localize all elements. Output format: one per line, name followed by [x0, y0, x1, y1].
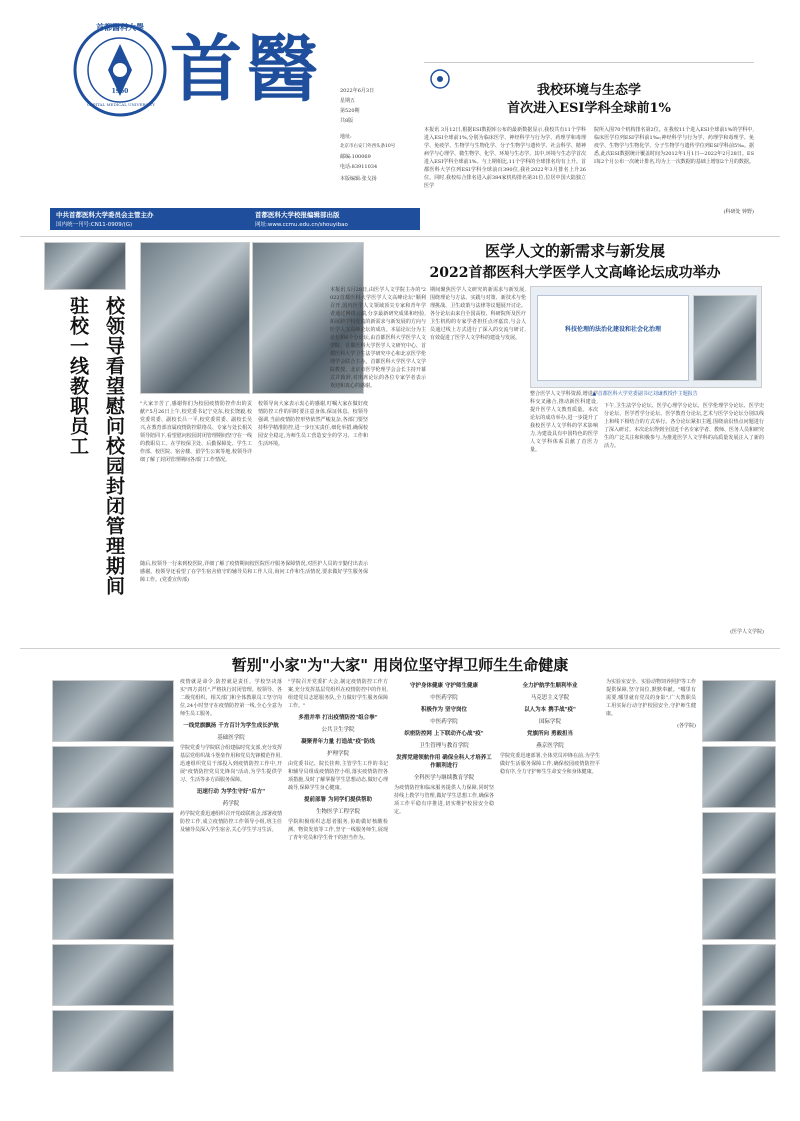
issue-pages: 共8版: [340, 118, 354, 124]
humanities-caption: ▲ 首都医科大学党委副书记刘谦教授作主题报告: [592, 391, 698, 397]
banner-left-2: 国内统一刊号:CN11-0909/(G): [56, 222, 133, 228]
subhead-6: 守护身体健康 守护师生健康: [410, 683, 478, 689]
phone: 电话:83911034: [340, 164, 378, 170]
photo-strip-left: [52, 1010, 174, 1072]
esi-col1: 本报讯 3月12日,根据ESI数据库公布的最新数据显示,我校共有11个学科进入ESI全球前1%,分别为临床医学、神经科学与行为学、药理学和毒理学、免疫学、生物学与生物化学、分子生物学与遗传学、社会科学、精神病学与心理学、微生物学、化学、环境与生态学。其中,环境与生态学首次进入ESI学科全球前1%。与上期相比,11个学科的全球排名均有上升。首都医科大学位列ESI学科全球前百390位,我社2022年3月排名上升26位。同时,我校综合排名进入前384家机构排名第31位,位居中国大陆独立医学: [424, 127, 586, 189]
humanities-col4: 下午,卫生法学分论坛、医学心理学分论坛、医学伦理学分论坛、医学史分论坛、医学哲学分论坛、医学教育分论坛,艺术与医学分论坛分别以线上和线下相结合的方式举行。各分论坛紧扣主题,围绕前沿热点问题进行了深入研讨。本次论坛得到全国近千名专家学者、教师、医务人员和研究生的广泛关注和积极参与,为推进医学人文学科的高质量发展注入了新的活力。: [604, 403, 764, 449]
founded-year: 1960: [111, 88, 129, 95]
photo-strip-right: [702, 746, 776, 808]
address-label: 地址:: [340, 134, 352, 140]
section2-intro: 疫情就是命令,防控就是责任。学校坚决落实"四方责任",严格执行封闭管理。校领导、各二级党组织、相关部门和全体教职员工坚守岗位,24小时坚守在疫情防控第一线,全心全意为师生员工服务。: [180, 679, 282, 717]
issue-date: 2022年6月3日: [340, 88, 375, 94]
photo-forum-screen: [530, 286, 762, 388]
subhead-12-dept: 燕京医学院: [536, 743, 564, 749]
editor: 本版编辑:张戈扬: [340, 176, 377, 182]
photo-strip-left: [52, 746, 174, 808]
photo-strip-left: [52, 944, 174, 1006]
section2-col-e: [606, 678, 696, 1098]
esi-article: [424, 62, 754, 222]
school-name-en: CAPITAL MEDICAL UNIVERSITY: [86, 102, 156, 107]
section2-col6: 为实验室安全、实验动物饲养照护等工作提供保障,坚守岗位,默默奉献。"哪里有需要,哪里就有党员的身影",广大教职员工用实际行动守护校园安全,守护师生健康。: [606, 679, 696, 717]
photo-strip-right: [702, 878, 776, 940]
subhead-9: 发挥党建领航作用 确保全科人才培养工作顺利进行: [396, 755, 492, 769]
subhead-5-dept: 生物医学工程学院: [315, 809, 360, 815]
section2-col-c: [394, 678, 494, 1098]
subhead-11: 以人为本 携手战"疫": [524, 707, 576, 713]
subhead-6-dept: 中医药学院: [430, 695, 458, 701]
campus-col2: 校领导向大家表示衷心的感谢,叮嘱大家在做好疫情防控工作的同时要注意身体,保证休息。校领导强调,当前疫情防控形势依然严峻复杂,各部门要坚持科学精准防控,进一步压实责任,细化举措,确保校园安全稳定,为师生员工营造安全的学习、工作和生活环境。: [258, 401, 368, 447]
banner-right-1: 首都医科大学校报编辑部出版: [255, 211, 340, 219]
divider: [20, 236, 780, 237]
campus-headline: 校领导看望慰问校园封闭管理期间驻校一线教职员工: [67, 296, 125, 596]
photo-leaders-visit: [44, 242, 126, 290]
section2-col5: 学院党委迅速部署,全体党员冲锋在前,为学生做好生活服务保障工作,确保校园疫情防控平稳有序,全力守护师生生命安全和身体健康。: [500, 753, 600, 775]
photo-strip-left: [52, 680, 174, 742]
subhead-12: 党旗所向 勇毅担当: [527, 731, 573, 737]
photo-strip-right: [702, 944, 776, 1006]
photo-strip-left: [52, 812, 174, 874]
slide-inset: [537, 295, 689, 381]
address: 北京市右安门外西头条10号: [340, 144, 396, 149]
humanities-col3: 整合医学人文学科资源,增进学科交叉融合,推动新医科建设,提升医学人文教育质量。本次论坛的成功举办,进一步提升了我校医学人文学科的学术影响力,为建设具有中国特色的医学人文学科体系贡献了首医力量。: [530, 391, 598, 453]
subhead-2-dept: 药学院: [222, 801, 240, 807]
section2-col-b: [288, 678, 388, 1098]
subhead-8-dept: 卫生管理与教育学院: [419, 743, 469, 749]
section2-col3: 学院积极组织志愿者服务,协助做好核酸检测、物资发放等工作,坚守一线服务师生,展现了青年党员和学生骨干的担当作为。: [288, 819, 388, 841]
subhead-4: 凝聚青年力量 打造战"疫"防线: [301, 739, 375, 745]
subhead-10: 全力护航学生顺利毕业: [522, 683, 578, 689]
humanities-sign: (医学人文学院): [730, 629, 764, 635]
humanities-col2: 期间聚焦医学人文研究的新需求与新发展,围绕理论与方法、实践与对策、新技术与伦理挑战、卫生政策与法律等议题展开讨论。各分论坛由来自全国高校、科研院所及医疗卫生机构的专家学者担任点评嘉宾,与会人员通过线上方式进行了深入的交流与研讨,有效促进了医学人文学科的建设与发展。: [430, 287, 526, 341]
masthead-title: 首醫: [170, 26, 323, 111]
section2-col2b: 由党委书记、院长挂帅,主管学生工作的书记和辅导员组成疫情防控小组,落实疫情防控各项措施,及时了解掌握学生思想动态,做好心理疏导,保障学生身心健康。: [288, 761, 388, 791]
section2-col1b: 药学院党委迅速组织召开党政联席会,部署疫情防控工作,成立疫情防控工作领导小组,班主任及辅导员深入学生宿舍,关心学生学习生活。: [180, 811, 282, 833]
campus-col3: 随后,校领导一行来到校医院,详细了解了疫情期间校医院医疗服务保障情况,对医护人员的辛勤付出表示感谢。校领导还看望了在学生宿舍值守的辅导员和工作人员,询问工作和生活情况,要求做好学生服务保障工作。(党委宣传部): [140, 561, 368, 583]
divider: [20, 648, 780, 649]
esi-sign: (科研处 钟野): [723, 209, 754, 215]
section2-headline: 暂别"小家"为"大家" 用岗位坚守捍卫师生生命健康: [231, 656, 569, 674]
subhead-7-dept: 中医药学院: [430, 719, 458, 725]
section2-col-a: [180, 678, 282, 1098]
section2-col2: "学院召开党委扩大会,制定疫情防控工作方案,充分发挥基层党组织在疫情防控中的作用,组建党员志愿服务队,全力做好学生服务保障工作。": [288, 679, 388, 709]
subhead-3: 多措并举 打出疫情防控"组合拳": [298, 715, 378, 721]
subhead-10-dept: 马克思主义学院: [530, 695, 570, 701]
banner-right-2: 网址:www.ccmu.edu.cn/shouyibao: [255, 222, 348, 228]
subhead-2: 迅速行动 为学生守好"后方": [196, 789, 266, 795]
subhead-4-dept: 护理学院: [326, 751, 349, 757]
issue-number: 第520期: [340, 108, 360, 114]
subhead-1-dept: 基础医学院: [217, 735, 245, 741]
campus-col1: "大家辛苦了,感谢你们为校园疫情防控作出的贡献!"5月26日上午,校党委书记宁克东,校长饶毅,校党委常委、副校长吕一平,校党委常委、副校长吴兴,在教育部直属疫情防控联络员、专家与处长相关领导陪同下,看望慰问校园封闭管理期间坚守在一线的教职员工。在学校保卫处、后勤保障处、学生工作部、校医院、宿舍楼、留学生公寓等地,校领导详细了解了封闭管理期间各部门工作情况。: [140, 401, 252, 463]
photo-strip-left: [52, 878, 174, 940]
photo-strip-right: [702, 1010, 776, 1072]
subhead-11-dept: 国际学院: [538, 719, 561, 725]
subhead-3-dept: 公共卫生学院: [321, 727, 355, 733]
seal-icon: [430, 69, 450, 89]
photo-strip-right: [702, 680, 776, 742]
humanities-title-line1: 医学人文的新需求与新发展: [484, 242, 665, 260]
postcode: 邮编:100069: [340, 154, 371, 160]
masthead-banner: [50, 208, 420, 230]
esi-title-box: [424, 62, 754, 115]
humanities-title-line2: 2022首都医科大学医学人文高峰论坛成功举办: [429, 265, 721, 281]
section2-col1: 学院党委与学院联合组建临时党支部,充分发挥基层党组织战斗堡垒作用和党员先锋模范作用,迅速组织党员干部投入到疫情防控工作中,开展"疫情防控党员先锋岗"活动,为学生提供学习、生活等多方面服务保障。: [180, 745, 282, 783]
issue-weekday: 星期五: [340, 98, 356, 104]
slide-title: 科技伦理的法治化建设和社会化治理: [564, 326, 661, 333]
esi-title-line2: 首次进入ESI学科全球前1%: [507, 101, 671, 116]
subhead-1: 一线党旗飘扬 千方百计为学生成长护航: [183, 723, 279, 729]
photo-speaker: [693, 295, 757, 381]
section2-col-d: [500, 678, 600, 1098]
subhead-7: 积极作为 坚守岗位: [421, 707, 467, 713]
subhead-8: 织密防控网 上下联动齐心战"疫": [404, 731, 484, 737]
section2-col4: 为疫情防控和临床服务提供人力保障,同时坚持线上教学与管理,做好学生思想工作,确保各项工作平稳有序推进,切实维护校园安全稳定。: [394, 785, 494, 815]
subhead-9-dept: 全科医学与继续教育学院: [413, 775, 475, 781]
subhead-5: 提前部署 为同学们提供帮助: [304, 797, 372, 803]
section2-sign: (各学院): [677, 723, 696, 729]
masthead-info: [340, 86, 408, 184]
esi-title-line1: 我校环境与生态学: [536, 83, 641, 98]
photo-campus-1: [140, 242, 250, 394]
humanities-col1: 本报讯 5月28日,由医学人文学院主办的"2022首都医科大学医学人文高峰论坛"顺利召开,国内医学人文领域顶尖专家和青年学者通过网络云端,分享最新研究成果和经验,拓展跨学科交流的新需求与新发展的方向与医学人文高峰论坛的成功。本届论坛分为主论坛和6个分论坛,由首都医科大学医学人文学院、首都医科大学医学人文研究中心、首都医科大学卫生法学研究中心和北京医学伦理学会联合主办。首都医科大学医学人文学院教授、北京市医学伦理学会会长主持开幕式并致辞,对出席论坛的各位专家学者表示欢迎和衷心的感谢。: [330, 287, 426, 389]
school-name-cn: 首都醫科大學: [96, 22, 144, 32]
banner-left-1: 中共首都医科大学委员会主管主办: [56, 211, 154, 219]
photo-strip-right: [702, 812, 776, 874]
esi-col2: 院所入围70个机构排名第2位。在我校11个进入ESI全球前1%的学科中,临床医学位列ESI学科前1‰;神经科学与行为学、药理学和毒理学、免疫学、生物学与生物化学、分子生物学与遗传学位列ESI学科前5‰。据悉,此次ESI数据统计覆盖时间为2012年1月1日—2022年2月28日。ESI每2个月公布一次统计排名,均为上一次数据的基础上增加2个月的数据。: [594, 127, 754, 165]
